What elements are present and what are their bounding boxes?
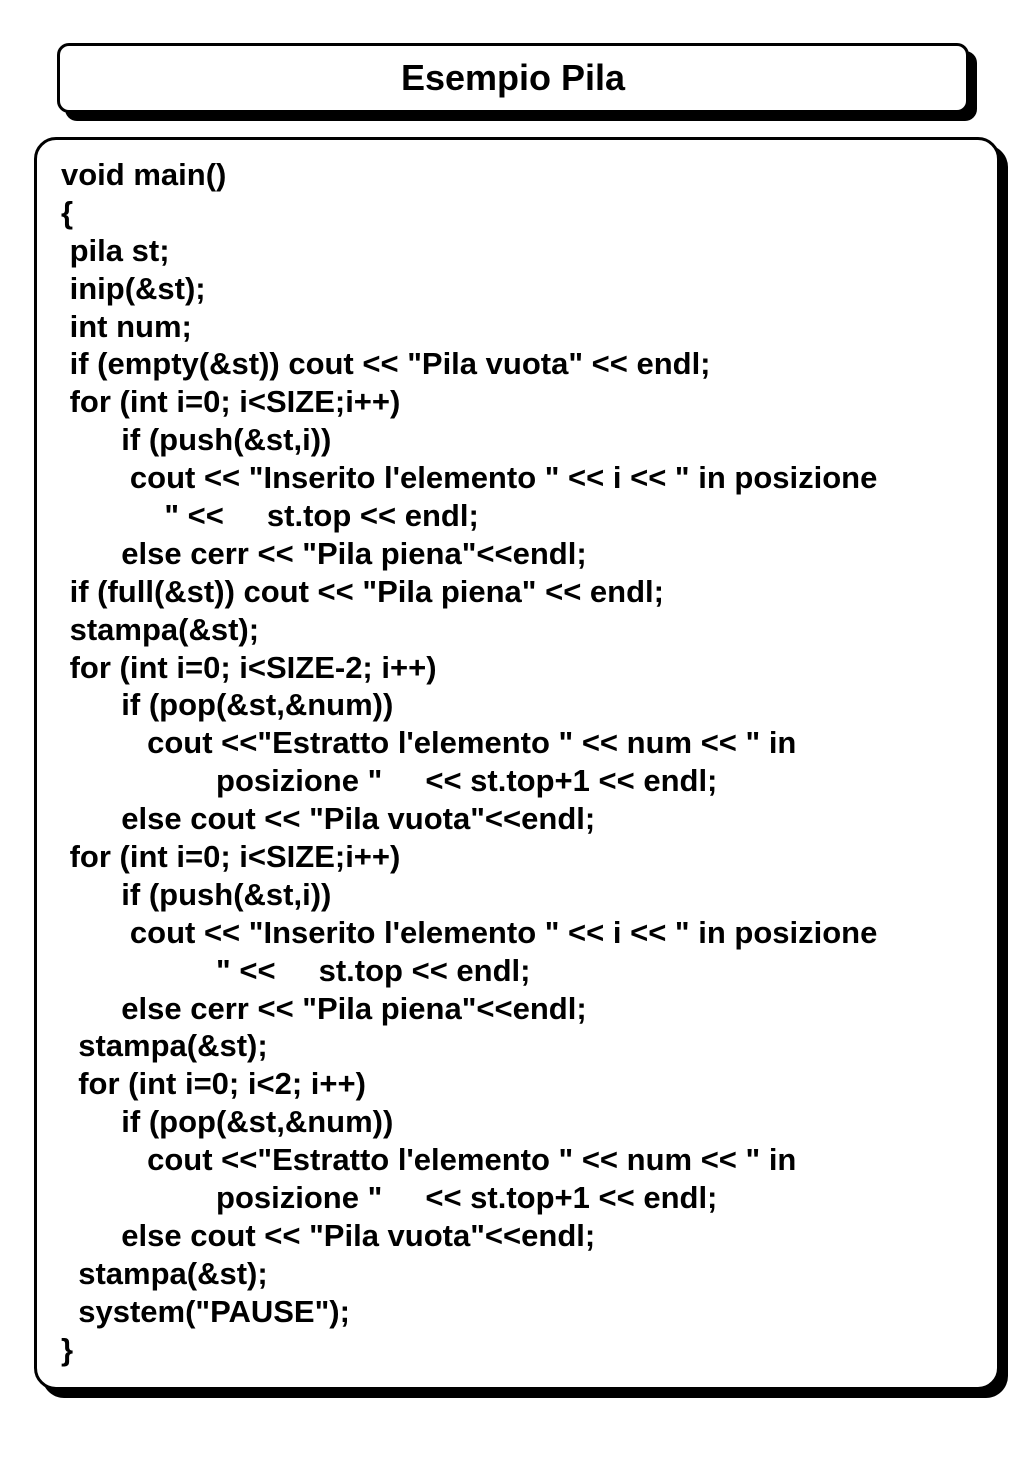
code-line: int num; [61,308,192,344]
code-line: " << st.top << endl; [61,952,531,988]
code-line: else cout << "Pila vuota"<<endl; [61,801,596,837]
code-line: if (push(&st,i)) [61,876,332,912]
code-line: for (int i=0; i<2; i++) [61,1066,366,1102]
code-line: if (pop(&st,&num)) [61,1104,394,1140]
code-line: system("PAUSE"); [61,1293,350,1329]
code-block [61,156,991,1369]
code-line: if (empty(&st)) cout << "Pila vuota" << endl; [61,346,711,382]
code-box [34,137,1000,1390]
code-line: else cerr << "Pila piena"<<endl; [61,990,587,1026]
code-line: stampa(&st); [61,611,260,647]
code-line: " << st.top << endl; [61,498,479,534]
code-line: if (full(&st)) cout << "Pila piena" << endl; [61,573,664,609]
code-line: if (push(&st,i)) [61,422,332,458]
code-line: for (int i=0; i<SIZE-2; i++) [61,649,437,685]
code-line: cout <<"Estratto l'elemento " << num << " in [61,1142,797,1178]
code-line: cout << "Inserito l'elemento " << i << " in posizione [61,460,878,496]
code-line: cout << "Inserito l'elemento " << i << " in posizione [61,914,878,950]
code-line: else cerr << "Pila piena"<<endl; [61,535,587,571]
code-line: stampa(&st); [61,1028,268,1064]
code-line: { [61,194,74,230]
code-line: pila st; [61,232,170,268]
code-line: void main() [61,157,227,192]
slide-title: Esempio Pila [400,57,626,98]
code-line: for (int i=0; i<SIZE;i++) [61,839,401,875]
code-line: else cout << "Pila vuota"<<endl; [61,1217,596,1253]
code-line: posizione " << st.top+1 << endl; [61,763,718,799]
code-line: cout <<"Estratto l'elemento " << num << " in [61,725,797,761]
code-line: inip(&st); [61,270,206,306]
code-line: } [61,1331,74,1367]
code-line: if (pop(&st,&num)) [61,687,394,723]
code-line: for (int i=0; i<SIZE;i++) [61,384,401,420]
code-line: posizione " << st.top+1 << endl; [61,1180,718,1216]
code-line: stampa(&st); [61,1255,268,1291]
title-box [57,43,969,113]
